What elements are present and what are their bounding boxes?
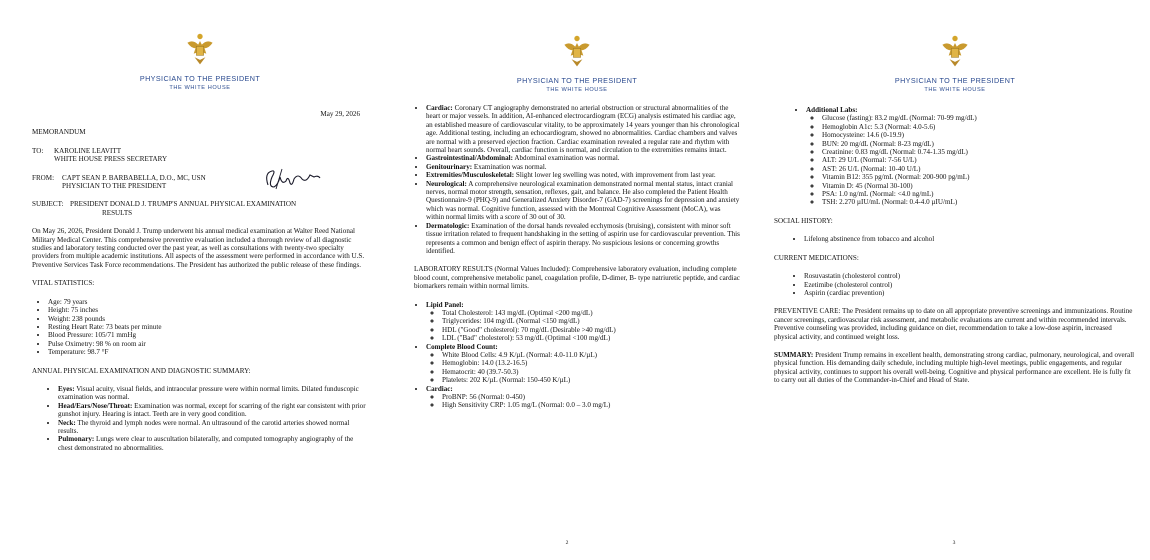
list-item: [58, 419, 368, 436]
list-item: ◦ PSA: 1.0 ng/mL (Normal: <4.0 ng/mL): [822, 190, 1136, 198]
presidential-seal-icon: [182, 32, 218, 68]
list-item: [58, 402, 368, 419]
item-label: Eyes:: [58, 384, 75, 393]
list-item: ◦ White Blood Cells: 4.9 K/µL (Normal: 4.0-11.0 K/µL): [442, 351, 740, 359]
letterhead-subtitle: THE WHITE HOUSE: [169, 85, 231, 91]
handwritten-signature: [262, 165, 322, 193]
summary-text: President Trump remains in excellent health, demonstrating strong cardiac, pulmonary, neurological, and overall physical function. His demanding daily schedule, including multiple high-level meetings, public engagements, and regular physical activity, continues to support his overall well-being. Cognitive and physical performance are excellent. He is fully fit to carry out all duties of the Commander-in-Chief and Head of State.: [774, 350, 1135, 385]
list-item: • Aspirin (cardiac prevention): [804, 289, 1136, 297]
item-label: Cardiac:: [426, 104, 453, 112]
list-item: ◦ Hematocrit: 40 (39.7-50.3): [442, 368, 740, 376]
list-item: • Blood Pressure: 105/71 mmHg: [48, 331, 368, 339]
list-item: ◦ ALT: 29 U/L (Normal: 7-56 U/L): [822, 156, 1136, 164]
list-item: • Age: 79 years: [48, 298, 368, 306]
list-item: ◦ ProBNP: 56 (Normal: 0-450): [442, 393, 740, 401]
list-item: ◦ TSH: 2.270 µIU/mL (Normal: 0.4-4.0 µIU/mL): [822, 198, 1136, 206]
exam-list: [32, 385, 368, 452]
list-item: [806, 106, 1136, 207]
social-history-heading: SOCIAL HISTORY:: [774, 216, 833, 225]
item-text: The thyroid and lymph nodes were normal. An ultrasound of the carotid arteries showed normal results.: [58, 418, 350, 435]
list-item: ◦ AST: 26 U/L (Normal: 10-40 U/L): [822, 165, 1136, 173]
item-label: Neck:: [58, 418, 76, 427]
letterhead-subtitle: THE WHITE HOUSE: [924, 87, 986, 93]
list-item: ◦ BUN: 20 mg/dL (Normal: 8-23 mg/dL): [822, 140, 1136, 148]
list-item: [426, 154, 740, 162]
memo-subject: [32, 200, 368, 217]
letterhead-title: PHYSICIAN TO THE PRESIDENT: [516, 76, 638, 85]
memo-page-1: [0, 0, 376, 560]
cbc-heading: Complete Blood Count:: [426, 342, 498, 351]
item-text: Examination was normal, except for scarring of the right ear consistent with prior gunshot injury. Hearing is intact. Teeth are in very good condition.: [58, 401, 366, 419]
item-text: Lungs were clear to auscultation bilaterally, and computed tomography angiography of the chest demonstrated no abnormalities.: [58, 435, 354, 452]
item-label: Dermatologic:: [426, 221, 470, 230]
list-item: ◦ Hemoglobin A1c: 5.3 (Normal: 4.0-5.6): [822, 123, 1136, 131]
item-label: Neurological:: [426, 179, 467, 188]
item-text: Visual acuity, visual fields, and intraocular pressure were within normal limits. Dilated funduscopic examination was normal.: [58, 384, 359, 402]
list-item: ◦ Vitamin B12: 355 pg/mL (Normal: 200-900 pg/mL): [822, 173, 1136, 181]
page-number: 3: [952, 540, 956, 546]
memo-page-2: [380, 0, 754, 560]
additional-labs-values: [806, 114, 1136, 206]
list-item: • Height: 75 inches: [48, 306, 368, 314]
list-item: ◦ Vitamin D: 45 (Normal 30-100): [822, 182, 1136, 190]
list-item: [58, 385, 368, 402]
item-label: Extremities/Musculoskeletal:: [426, 171, 515, 180]
letterhead: [414, 34, 740, 94]
item-text: Coronary CT angiography demonstrated no arterial obstruction or structural abnormalities of the heart or major vessels. In addition, AI-enhanced electrocardiogram (ECG) analysis estimated his cardiac age, an established measure of cardiovascular vitality, to be approximately 14 years younger than his chronological age. Additional testing, including an echocardiogram, showed no abnormalities. Cardiac chambers and valves are normal with a preserved ejection fraction. Cardiac examination revealed a regular rate and rhythm with normal heart sounds. Overall, cardiac function is normal, and circulation to the extremities remains intact.: [426, 104, 740, 155]
from-line: PHYSICIAN TO THE PRESIDENT: [62, 182, 167, 191]
list-item: [426, 171, 740, 179]
presidential-seal-icon: [559, 34, 595, 70]
item-text: Abdominal examination was normal.: [512, 154, 620, 163]
letterhead: [774, 34, 1136, 94]
summary-paragraph: [774, 351, 1136, 385]
to-label: TO:: [32, 146, 44, 155]
lab-results-list: [414, 301, 740, 410]
cbc-list: [426, 351, 740, 385]
vitals-heading: VITAL STATISTICS:: [32, 279, 95, 288]
preventive-care-paragraph: PREVENTIVE CARE: The President remains up to date on all appropriate preventive screenings and immunizations. Routine cancer screenings, cardiovascular risk assessment, and metabolic evaluations are current and within recommended intervals. Preventive counseling was provided, including guidance on diet, recommendation to take a low-dose aspirin, increased physical activity, and continued weight loss.: [774, 307, 1133, 341]
letterhead-title: PHYSICIAN TO THE PRESIDENT: [894, 76, 1016, 85]
list-item: [58, 435, 368, 452]
from-label: FROM:: [32, 173, 55, 182]
list-item: ◦ Platelets: 202 K/µL (Normal: 150-450 K/µL): [442, 376, 740, 384]
cardiac-labs-heading: Cardiac:: [426, 384, 453, 393]
list-item: • Rosuvastatin (cholesterol control): [804, 272, 1136, 280]
list-item: ◦ Homocysteine: 14.6 (0-19.9): [822, 131, 1136, 139]
to-line: KAROLINE LEAVITT: [54, 146, 122, 155]
memo-page-3: [758, 0, 1150, 560]
medications-list: [774, 272, 1136, 297]
subject-line: RESULTS: [102, 208, 133, 217]
subject-line: PRESIDENT DONALD J. TRUMP'S ANNUAL PHYSICAL EXAMINATION: [70, 200, 297, 209]
lipid-panel-list: [426, 309, 740, 343]
exam-list-continued: [414, 104, 740, 255]
lab-results-intro: LABORATORY RESULTS (Normal Values Included): Comprehensive laboratory evaluation, including complete blood count, comprehensive metabolic panel, coagulation profile, D-dimer, B- type natriuretic peptide, and cardiac biomarkers remain within normal limits.: [414, 265, 740, 291]
item-label: Genitourinary:: [426, 162, 473, 171]
list-item: [426, 343, 740, 385]
memo-date: May 29, 2026: [320, 110, 360, 118]
list-item: ◦ Hemoglobin: 14.0 (13.2-16.5): [442, 359, 740, 367]
subject-label: SUBJECT:: [32, 200, 64, 209]
letterhead-title: PHYSICIAN TO THE PRESIDENT: [139, 74, 261, 83]
list-item: ◦ Creatinine: 0.83 mg/dL (Normal: 0.74-1.35 mg/dL): [822, 148, 1136, 156]
item-text: Examination of the dorsal hands revealed ecchymosis (bruising), consistent with minor soft tissue irritation related to frequent handshaking in the setting of aspirin use for cardiovascular prevention. This represents a common and benign effect of aspirin therapy. No suspicious lesions or concerning growths identified.: [426, 221, 740, 255]
memo-to: [32, 147, 368, 164]
cardiac-labs-list: [426, 393, 740, 410]
list-item: [426, 301, 740, 343]
from-line: CAPT SEAN P. BARBABELLA, D.O., MC, USN: [62, 173, 206, 182]
page-number: 2: [565, 540, 569, 546]
item-label: Gastrointestinal/Abdominal:: [426, 154, 513, 163]
list-item: [426, 104, 740, 154]
presidential-seal-icon: [937, 34, 973, 70]
list-item: ◦ Triglycerides: 104 mg/dL (Normal <150 mg/dL): [442, 317, 740, 325]
item-text: A comprehensive neurological examination demonstrated normal mental status, intact cranial nerves, normal motor strength, sensation, reflexes, gait, and balance. He also completed the Patient Health Questionnaire-9 (PHQ-9) and Generalized Anxiety Disorder-7 (GAD-7) screenings for depression and anxiety which was normal. Cognitive function, assessed with the Montreal Cognitive Assessment (MoCA), was within normal limits with a score of 30 out of 30.: [426, 179, 740, 222]
item-label: Pulmonary:: [58, 435, 95, 444]
intro-paragraph: On May 26, 2026, President Donald J. Trump underwent his annual medical examination at Walter Reed National Military Medical Center. This comprehensive preventive evaluation included a thorough review of all diagnostic studies and laboratory testing conducted over the past year, as well as consultations with twenty-two specialty providers from multiple academic institutions. All aspects of the assessment were performed in accordance with U.S. Preventive Services Task Force recommendations. The President has authorized the public release of these findings.: [32, 227, 365, 269]
memo-title: MEMORANDUM: [32, 128, 86, 137]
list-item: [426, 222, 740, 256]
letterhead: [32, 32, 368, 92]
item-label: Head/Ears/Nose/Throat:: [58, 401, 133, 410]
to-line: WHITE HOUSE PRESS SECRETARY: [54, 155, 168, 164]
vitals-list: [32, 298, 368, 357]
item-text: Examination was normal.: [472, 162, 547, 171]
additional-labs-list: [774, 106, 1136, 207]
list-item: [426, 180, 740, 222]
list-item: ◦ High Sensitivity CRP: 1.05 mg/L (Normal: 0.0 – 3.0 mg/L): [442, 401, 740, 409]
list-item: [426, 163, 740, 171]
list-item: • Pulse Oximetry: 98 % on room air: [48, 340, 368, 348]
lipid-panel-heading: Lipid Panel:: [426, 300, 464, 309]
medications-heading: CURRENT MEDICATIONS:: [774, 253, 859, 262]
exam-heading: ANNUAL PHYSICAL EXAMINATION AND DIAGNOSTIC SUMMARY:: [32, 366, 251, 375]
additional-labs-heading: Additional Labs:: [806, 106, 858, 114]
list-item: • Ezetimibe (cholesterol control): [804, 281, 1136, 289]
summary-label: SUMMARY:: [774, 350, 814, 359]
list-item: • Lifelong abstinence from tobacco and alcohol: [804, 235, 1136, 243]
list-item: ◦ Total Cholesterol: 143 mg/dL (Optimal <200 mg/dL): [442, 309, 740, 317]
list-item: • Weight: 238 pounds: [48, 315, 368, 323]
list-item: ◦ HDL ("Good" cholesterol): 70 mg/dL (Desirable >40 mg/dL): [442, 326, 740, 334]
list-item: ◦ Glucose (fasting): 83.2 mg/dL (Normal: 70-99 mg/dL): [822, 114, 1136, 122]
list-item: [426, 385, 740, 410]
letterhead-subtitle: THE WHITE HOUSE: [546, 87, 608, 93]
list-item: • Temperature: 98.7 °F: [48, 348, 368, 356]
social-history-list: [774, 235, 1136, 243]
list-item: • Resting Heart Rate: 73 beats per minute: [48, 323, 368, 331]
item-text: Slight lower leg swelling was noted, with improvement from last year.: [514, 171, 716, 180]
list-item: ◦ LDL ("Bad" cholesterol): 53 mg/dL (Optimal <100 mg/dL): [442, 334, 740, 342]
